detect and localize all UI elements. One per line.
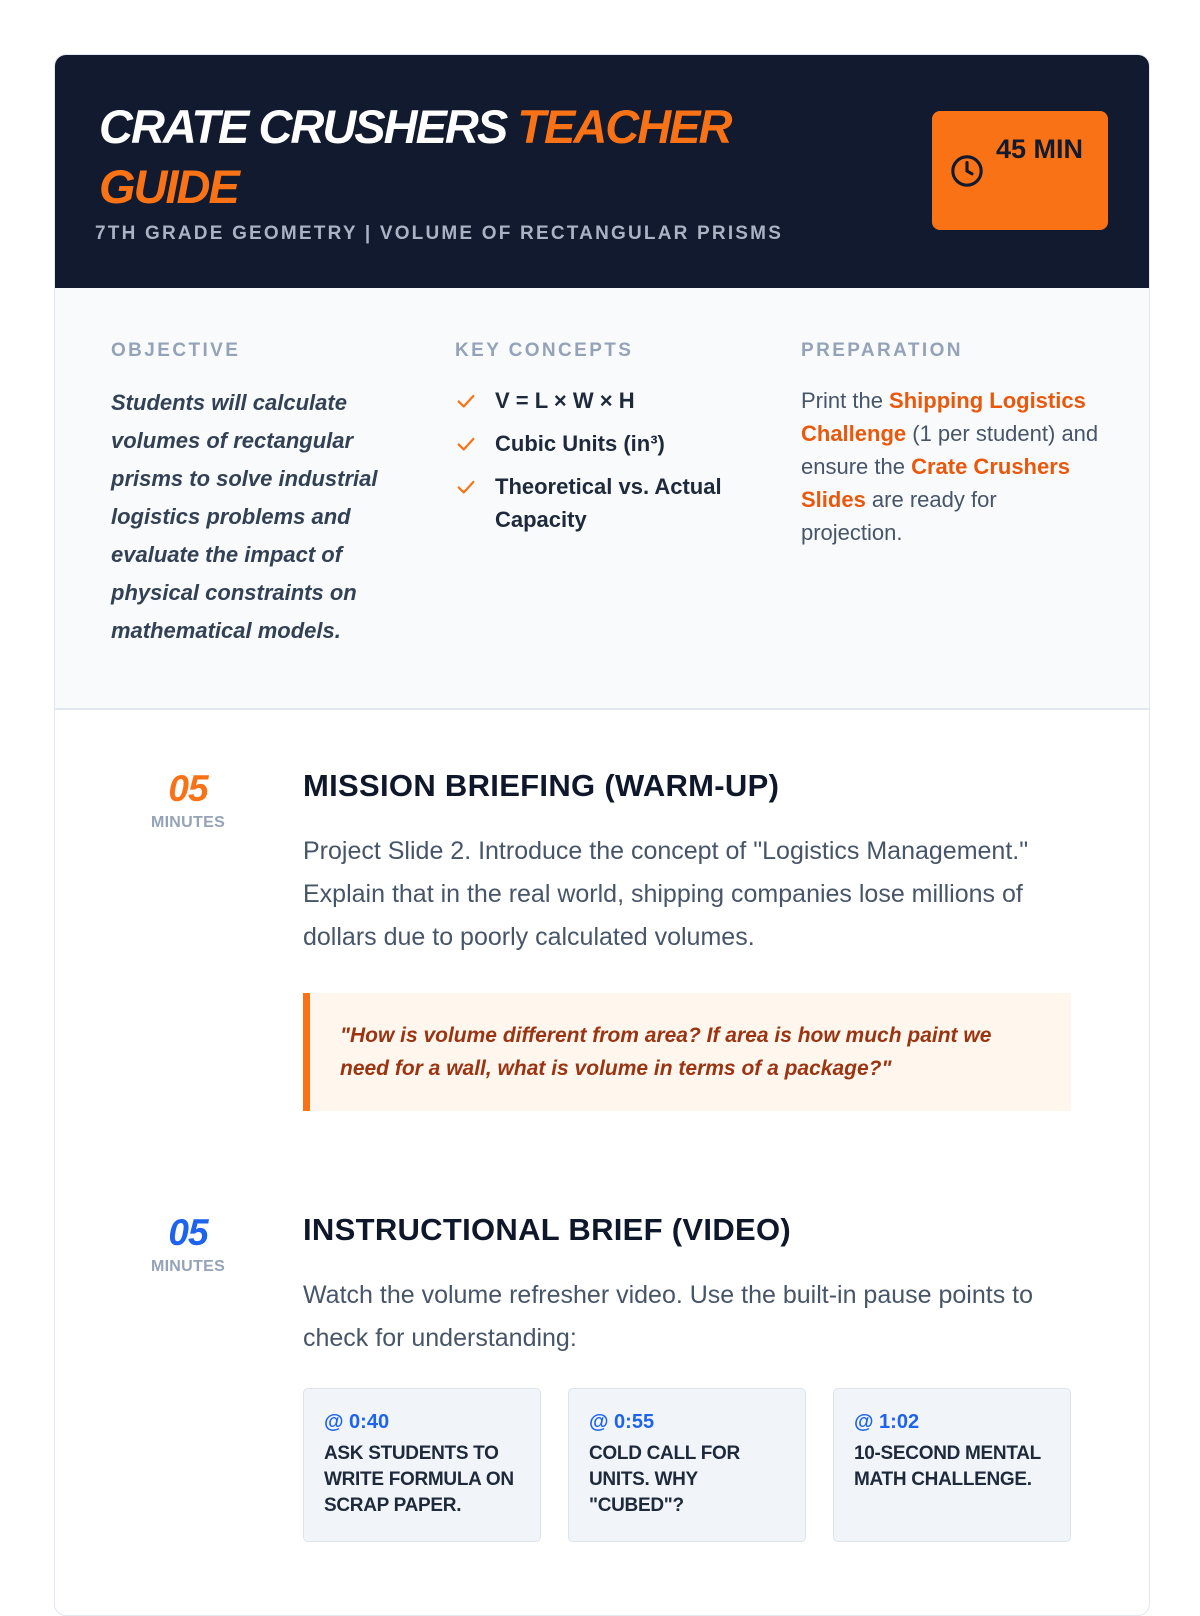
step-minutes: 05 bbox=[168, 1212, 208, 1253]
key-concepts-label: KEY CONCEPTS bbox=[455, 340, 634, 361]
step-1-duration bbox=[147, 766, 229, 832]
key-concept-item bbox=[455, 427, 755, 460]
key-concept-item bbox=[455, 470, 755, 536]
page-subtitle: 7TH GRADE GEOMETRY | VOLUME OF RECTANGULAR PRISMS bbox=[95, 223, 784, 244]
pause-timestamp: @ 0:40 bbox=[324, 1411, 390, 1433]
slides-highlight: Crate Crushers Slides bbox=[801, 454, 1071, 512]
lesson-summary bbox=[55, 288, 1149, 710]
objective-text: Students will calculate volumes of rectangular prisms to solve industrial logistics problems and evaluate the impact of physical constraints on mathematical models. bbox=[111, 390, 378, 643]
check-icon bbox=[455, 390, 477, 412]
check-icon bbox=[455, 433, 477, 455]
guide-header bbox=[55, 55, 1149, 288]
duration-value: 45 MIN bbox=[996, 134, 1084, 164]
step-2-duration bbox=[147, 1210, 229, 1276]
preparation-text-part: are ready for projection. bbox=[801, 487, 997, 545]
step-2 bbox=[303, 1210, 1071, 1542]
preparation-label: PREPARATION bbox=[801, 340, 963, 361]
title-main: CRATE CRUSHERS bbox=[99, 100, 507, 153]
step-minutes: 05 bbox=[168, 768, 208, 809]
preparation-text-part: Print the bbox=[801, 388, 890, 413]
pause-action: ASK STUDENTS TO WRITE FORMULA ON SCRAP PAPER. bbox=[324, 1443, 514, 1516]
step-minutes-unit: MINUTES bbox=[150, 814, 226, 831]
clock-icon bbox=[950, 154, 984, 188]
check-icon bbox=[455, 476, 477, 498]
step-title: MISSION BRIEFING (WARM-UP) bbox=[303, 768, 780, 803]
shipping-challenge-highlight: Shipping Logistics Challenge bbox=[801, 388, 1086, 446]
key-concept-text: Theoretical vs. Actual Capacity bbox=[495, 474, 722, 532]
step-1 bbox=[303, 766, 1071, 1111]
pause-point-card bbox=[303, 1388, 541, 1542]
duration-badge bbox=[932, 111, 1108, 230]
objective-label: OBJECTIVE bbox=[111, 340, 241, 361]
preparation-text-part: (1 per student) and ensure the bbox=[801, 421, 1099, 479]
page-title bbox=[99, 97, 859, 217]
teacher-guide-card bbox=[54, 54, 1150, 1616]
pause-points bbox=[303, 1388, 1071, 1542]
pause-action: COLD CALL FOR UNITS. WHY "CUBED"? bbox=[589, 1443, 740, 1516]
step-description: Watch the volume refresher video. Use the built-in pause points to check for understanding: bbox=[303, 1281, 1034, 1352]
step-title: INSTRUCTIONAL BRIEF (VIDEO) bbox=[303, 1212, 792, 1247]
step-minutes-unit: MINUTES bbox=[150, 1258, 226, 1275]
discussion-quote: "How is volume different from area? If area is how much paint we need for a wall, what is volume in terms of a package?" bbox=[303, 993, 1071, 1111]
pause-timestamp: @ 0:55 bbox=[589, 1411, 655, 1433]
key-concept-text: Cubic Units (in³) bbox=[495, 431, 665, 456]
key-concept-item bbox=[455, 384, 755, 417]
key-concepts-list bbox=[455, 384, 755, 536]
pause-point-card bbox=[833, 1388, 1071, 1542]
objective-section bbox=[111, 340, 411, 650]
pause-action: 10-SECOND MENTAL MATH CHALLENGE. bbox=[854, 1443, 1041, 1490]
title-accent: TEACHER GUIDE bbox=[99, 100, 731, 213]
key-concept-text: V = L × W × H bbox=[495, 388, 635, 413]
step-description: Project Slide 2. Introduce the concept of "Logistics Management." Explain that in the real world, shipping companies lose millions of dollars due to poorly calculated volumes. bbox=[303, 837, 1029, 951]
pause-timestamp: @ 1:02 bbox=[854, 1411, 920, 1433]
preparation-section bbox=[801, 340, 1101, 549]
preparation-text bbox=[801, 384, 1101, 549]
pause-point-card bbox=[568, 1388, 806, 1542]
key-concepts-section bbox=[455, 340, 755, 546]
